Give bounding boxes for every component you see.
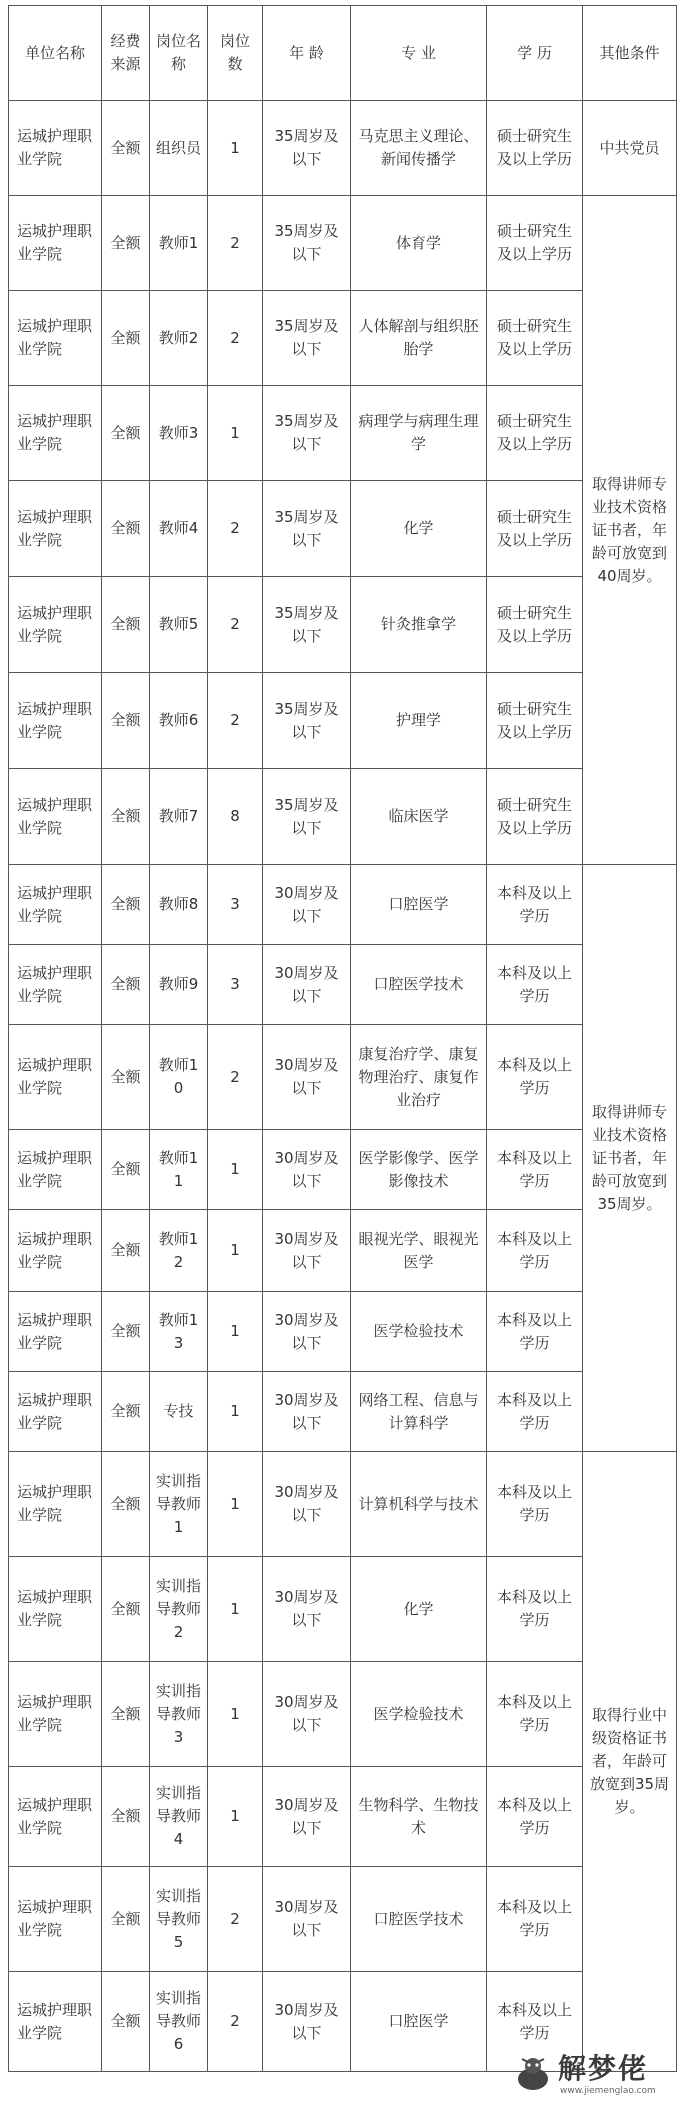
header-unit: 单位名称 bbox=[9, 6, 102, 101]
cell-education: 硕士研究生及以上学历 bbox=[487, 196, 583, 291]
cell-major: 病理学与病理生理学 bbox=[351, 386, 487, 481]
cell-major: 护理学 bbox=[351, 673, 487, 769]
table-row bbox=[9, 769, 677, 865]
cell-post: 实训指导教师3 bbox=[150, 1662, 208, 1767]
cell-unit: 运城护理职业学院 bbox=[9, 1372, 102, 1452]
cell-post: 实训指导教师2 bbox=[150, 1557, 208, 1662]
cell-post: 教师8 bbox=[150, 865, 208, 945]
cell-major: 眼视光学、眼视光医学 bbox=[351, 1210, 487, 1292]
cell-age: 30周岁及以下 bbox=[263, 1025, 351, 1130]
cell-count: 1 bbox=[208, 1662, 263, 1767]
cell-major: 化学 bbox=[351, 1557, 487, 1662]
cell-age: 30周岁及以下 bbox=[263, 1867, 351, 1972]
cell-funding: 全额 bbox=[102, 1972, 150, 2072]
cell-education: 硕士研究生及以上学历 bbox=[487, 577, 583, 673]
cell-count: 2 bbox=[208, 1025, 263, 1130]
cell-funding: 全额 bbox=[102, 101, 150, 196]
cell-unit: 运城护理职业学院 bbox=[9, 1025, 102, 1130]
cell-count: 1 bbox=[208, 386, 263, 481]
cell-major: 体育学 bbox=[351, 196, 487, 291]
header-age: 年 龄 bbox=[263, 6, 351, 101]
cell-count: 1 bbox=[208, 1130, 263, 1210]
cell-age: 35周岁及以下 bbox=[263, 673, 351, 769]
cell-funding: 全额 bbox=[102, 673, 150, 769]
cell-count: 2 bbox=[208, 291, 263, 386]
cell-count: 1 bbox=[208, 1372, 263, 1452]
cell-education: 本科及以上学历 bbox=[487, 1767, 583, 1867]
cell-funding: 全额 bbox=[102, 481, 150, 577]
cell-age: 30周岁及以下 bbox=[263, 945, 351, 1025]
table-row bbox=[9, 1557, 677, 1662]
cell-education: 本科及以上学历 bbox=[487, 1292, 583, 1372]
cell-age: 30周岁及以下 bbox=[263, 865, 351, 945]
cell-funding: 全额 bbox=[102, 945, 150, 1025]
cell-age: 35周岁及以下 bbox=[263, 769, 351, 865]
cell-count: 1 bbox=[208, 1210, 263, 1292]
cell-age: 30周岁及以下 bbox=[263, 1372, 351, 1452]
cell-post: 教师11 bbox=[150, 1130, 208, 1210]
cell-post: 教师13 bbox=[150, 1292, 208, 1372]
cell-major: 计算机科学与技术 bbox=[351, 1452, 487, 1557]
cell-major: 医学检验技术 bbox=[351, 1292, 487, 1372]
cell-education: 硕士研究生及以上学历 bbox=[487, 481, 583, 577]
cell-post: 教师7 bbox=[150, 769, 208, 865]
cell-funding: 全额 bbox=[102, 196, 150, 291]
cell-funding: 全额 bbox=[102, 1767, 150, 1867]
cell-major: 网络工程、信息与计算科学 bbox=[351, 1372, 487, 1452]
cell-age: 30周岁及以下 bbox=[263, 1662, 351, 1767]
cell-post: 组织员 bbox=[150, 101, 208, 196]
cell-funding: 全额 bbox=[102, 1867, 150, 1972]
table-row bbox=[9, 196, 677, 291]
table-row bbox=[9, 1025, 677, 1130]
table-row bbox=[9, 1767, 677, 1867]
cell-education: 本科及以上学历 bbox=[487, 1972, 583, 2072]
cell-major: 人体解剖与组织胚胎学 bbox=[351, 291, 487, 386]
cell-education: 本科及以上学历 bbox=[487, 1452, 583, 1557]
table-row bbox=[9, 1452, 677, 1557]
cell-education: 本科及以上学历 bbox=[487, 865, 583, 945]
cell-age: 35周岁及以下 bbox=[263, 101, 351, 196]
header-post: 岗位名称 bbox=[150, 6, 208, 101]
cell-education: 本科及以上学历 bbox=[487, 1557, 583, 1662]
cell-count: 2 bbox=[208, 1972, 263, 2072]
cell-unit: 运城护理职业学院 bbox=[9, 1557, 102, 1662]
cell-unit: 运城护理职业学院 bbox=[9, 481, 102, 577]
cell-unit: 运城护理职业学院 bbox=[9, 769, 102, 865]
cell-education: 本科及以上学历 bbox=[487, 1130, 583, 1210]
table-row bbox=[9, 1210, 677, 1292]
cell-education: 硕士研究生及以上学历 bbox=[487, 769, 583, 865]
cell-major: 口腔医学 bbox=[351, 1972, 487, 2072]
cell-age: 30周岁及以下 bbox=[263, 1130, 351, 1210]
cell-post: 教师1 bbox=[150, 196, 208, 291]
cell-age: 35周岁及以下 bbox=[263, 386, 351, 481]
cell-unit: 运城护理职业学院 bbox=[9, 196, 102, 291]
table-row bbox=[9, 945, 677, 1025]
table-row bbox=[9, 1662, 677, 1767]
cell-education: 本科及以上学历 bbox=[487, 1372, 583, 1452]
cell-post: 教师6 bbox=[150, 673, 208, 769]
table-row bbox=[9, 1130, 677, 1210]
cell-age: 30周岁及以下 bbox=[263, 1972, 351, 2072]
cell-conditions: 取得讲师专业技术资格证书者，年龄可放宽到35周岁。 bbox=[583, 865, 677, 1452]
cell-count: 1 bbox=[208, 1452, 263, 1557]
cell-unit: 运城护理职业学院 bbox=[9, 291, 102, 386]
cell-major: 医学检验技术 bbox=[351, 1662, 487, 1767]
table-row bbox=[9, 865, 677, 945]
cell-count: 2 bbox=[208, 577, 263, 673]
cell-count: 2 bbox=[208, 196, 263, 291]
cell-conditions: 中共党员 bbox=[583, 101, 677, 196]
table-row bbox=[9, 386, 677, 481]
cell-education: 硕士研究生及以上学历 bbox=[487, 291, 583, 386]
table-row bbox=[9, 481, 677, 577]
cell-unit: 运城护理职业学院 bbox=[9, 1662, 102, 1767]
cell-funding: 全额 bbox=[102, 386, 150, 481]
cell-age: 30周岁及以下 bbox=[263, 1452, 351, 1557]
cell-age: 35周岁及以下 bbox=[263, 577, 351, 673]
cell-education: 硕士研究生及以上学历 bbox=[487, 386, 583, 481]
cell-unit: 运城护理职业学院 bbox=[9, 577, 102, 673]
cell-education: 本科及以上学历 bbox=[487, 1210, 583, 1292]
cell-funding: 全额 bbox=[102, 1557, 150, 1662]
cell-age: 35周岁及以下 bbox=[263, 291, 351, 386]
cell-post: 教师9 bbox=[150, 945, 208, 1025]
cell-post: 教师4 bbox=[150, 481, 208, 577]
site-watermark bbox=[508, 2049, 658, 2101]
cell-education: 本科及以上学历 bbox=[487, 1662, 583, 1767]
table-row bbox=[9, 577, 677, 673]
cell-unit: 运城护理职业学院 bbox=[9, 1130, 102, 1210]
cell-funding: 全额 bbox=[102, 1292, 150, 1372]
cell-post: 专技 bbox=[150, 1372, 208, 1452]
cell-education: 本科及以上学历 bbox=[487, 1867, 583, 1972]
cell-count: 8 bbox=[208, 769, 263, 865]
cell-age: 30周岁及以下 bbox=[263, 1767, 351, 1867]
cell-age: 35周岁及以下 bbox=[263, 481, 351, 577]
table-header-row bbox=[9, 6, 677, 101]
cell-funding: 全额 bbox=[102, 291, 150, 386]
cell-major: 生物科学、生物技术 bbox=[351, 1767, 487, 1867]
cell-funding: 全额 bbox=[102, 1452, 150, 1557]
cell-unit: 运城护理职业学院 bbox=[9, 673, 102, 769]
cell-post: 教师10 bbox=[150, 1025, 208, 1130]
cell-education: 硕士研究生及以上学历 bbox=[487, 673, 583, 769]
cell-funding: 全额 bbox=[102, 1025, 150, 1130]
cell-count: 1 bbox=[208, 1292, 263, 1372]
cell-unit: 运城护理职业学院 bbox=[9, 1292, 102, 1372]
cell-major: 临床医学 bbox=[351, 769, 487, 865]
cell-major: 口腔医学技术 bbox=[351, 945, 487, 1025]
cell-age: 30周岁及以下 bbox=[263, 1210, 351, 1292]
cell-education: 硕士研究生及以上学历 bbox=[487, 101, 583, 196]
cell-post: 教师5 bbox=[150, 577, 208, 673]
cell-funding: 全额 bbox=[102, 1210, 150, 1292]
cell-unit: 运城护理职业学院 bbox=[9, 1972, 102, 2072]
cell-age: 35周岁及以下 bbox=[263, 196, 351, 291]
watermark-logo-icon bbox=[514, 2053, 552, 2093]
table-row bbox=[9, 101, 677, 196]
cell-funding: 全额 bbox=[102, 1662, 150, 1767]
recruitment-table bbox=[8, 5, 677, 2072]
cell-major: 医学影像学、医学影像技术 bbox=[351, 1130, 487, 1210]
cell-unit: 运城护理职业学院 bbox=[9, 101, 102, 196]
cell-major: 针灸推拿学 bbox=[351, 577, 487, 673]
cell-unit: 运城护理职业学院 bbox=[9, 945, 102, 1025]
cell-count: 3 bbox=[208, 865, 263, 945]
cell-major: 口腔医学 bbox=[351, 865, 487, 945]
cell-age: 30周岁及以下 bbox=[263, 1292, 351, 1372]
cell-count: 1 bbox=[208, 1557, 263, 1662]
header-major: 专 业 bbox=[351, 6, 487, 101]
cell-count: 1 bbox=[208, 1767, 263, 1867]
cell-unit: 运城护理职业学院 bbox=[9, 1452, 102, 1557]
cell-funding: 全额 bbox=[102, 1372, 150, 1452]
header-education: 学 历 bbox=[487, 6, 583, 101]
cell-post: 教师2 bbox=[150, 291, 208, 386]
cell-unit: 运城护理职业学院 bbox=[9, 1867, 102, 1972]
cell-major: 口腔医学技术 bbox=[351, 1867, 487, 1972]
table-row bbox=[9, 673, 677, 769]
watermark-url: www.jiemenglao.com bbox=[560, 2086, 656, 2096]
cell-count: 1 bbox=[208, 101, 263, 196]
cell-count: 3 bbox=[208, 945, 263, 1025]
cell-unit: 运城护理职业学院 bbox=[9, 1767, 102, 1867]
cell-funding: 全额 bbox=[102, 1130, 150, 1210]
cell-education: 本科及以上学历 bbox=[487, 945, 583, 1025]
cell-major: 化学 bbox=[351, 481, 487, 577]
cell-funding: 全额 bbox=[102, 865, 150, 945]
cell-unit: 运城护理职业学院 bbox=[9, 386, 102, 481]
cell-major: 马克思主义理论、新闻传播学 bbox=[351, 101, 487, 196]
cell-conditions: 取得行业中级资格证书者，年龄可放宽到35周岁。 bbox=[583, 1452, 677, 2072]
header-funding: 经费来源 bbox=[102, 6, 150, 101]
cell-post: 实训指导教师1 bbox=[150, 1452, 208, 1557]
cell-funding: 全额 bbox=[102, 769, 150, 865]
table-row bbox=[9, 291, 677, 386]
cell-education: 本科及以上学历 bbox=[487, 1025, 583, 1130]
cell-age: 30周岁及以下 bbox=[263, 1557, 351, 1662]
table-row bbox=[9, 1372, 677, 1452]
cell-major: 康复治疗学、康复物理治疗、康复作业治疗 bbox=[351, 1025, 487, 1130]
cell-post: 实训指导教师4 bbox=[150, 1767, 208, 1867]
table-row bbox=[9, 1292, 677, 1372]
watermark-brand: 解梦佬 bbox=[558, 2052, 649, 2085]
cell-unit: 运城护理职业学院 bbox=[9, 1210, 102, 1292]
header-count: 岗位数 bbox=[208, 6, 263, 101]
cell-post: 实训指导教师5 bbox=[150, 1867, 208, 1972]
cell-post: 实训指导教师6 bbox=[150, 1972, 208, 2072]
header-conditions: 其他条件 bbox=[583, 6, 677, 101]
cell-count: 2 bbox=[208, 1867, 263, 1972]
cell-count: 2 bbox=[208, 481, 263, 577]
cell-funding: 全额 bbox=[102, 577, 150, 673]
table-row bbox=[9, 1867, 677, 1972]
cell-post: 教师3 bbox=[150, 386, 208, 481]
cell-count: 2 bbox=[208, 673, 263, 769]
cell-post: 教师12 bbox=[150, 1210, 208, 1292]
cell-unit: 运城护理职业学院 bbox=[9, 865, 102, 945]
cell-conditions: 取得讲师专业技术资格证书者，年龄可放宽到40周岁。 bbox=[583, 196, 677, 865]
